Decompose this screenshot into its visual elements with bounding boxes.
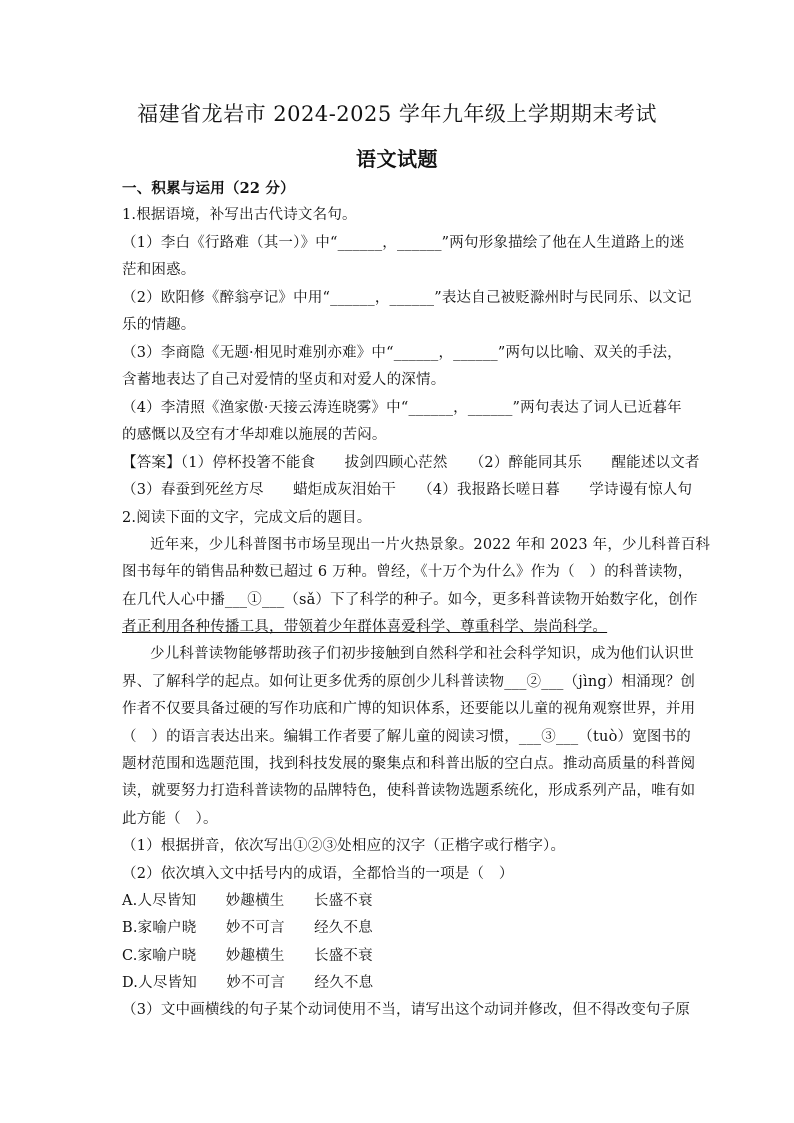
option-c: C.家喻户晓 妙趣横生 长盛不衰 bbox=[122, 948, 373, 964]
question-line: （3）文中画横线的句子某个动词使用不当，请写出这个动词并修改，但不得改变句子原 bbox=[122, 1002, 691, 1018]
passage-line: 读，就要努力打造科普读物的品牌特色，使科普读物选题系统化，形成系列产品，唯有如 bbox=[122, 783, 696, 799]
question-line: 乐的情趣。 bbox=[122, 317, 196, 333]
section-heading: 一、积累与运用（22 分） bbox=[122, 180, 295, 197]
question-line: （2）欧阳修《醉翁亭记》中用“______，______”表达自己被贬滁州时与民同乐、以文记 bbox=[122, 290, 692, 306]
passage-line: 少儿科普读物能够帮助孩子们初步接触到自然科学和社会科学知识，成为他们认识世 bbox=[150, 646, 694, 662]
question-line: 含蓄地表达了自己对爱情的坚贞和对爱人的深情。 bbox=[122, 372, 446, 388]
passage-line: 此方能（ ）。 bbox=[122, 811, 218, 827]
exam-subtitle: 语文试题 bbox=[356, 147, 438, 171]
passage-line: 题材范围和选题范围，找到科技发展的聚集点和科普出版的空白点。推动高质量的科普阅 bbox=[122, 756, 696, 772]
answer-line: 【答案】（1）停杯投箸不能食 拔剑四顾心茫然 （2）醉能同其乐 醒能述以文者 bbox=[122, 455, 700, 471]
passage-line: 在几代人心中播___①___（sǎ）下了科学的种子。如今，更多科普读物开始数字化，创作 bbox=[122, 592, 698, 608]
question-line: （1）根据拼音，依次写出①②③处相应的汉字（正楷字或行楷字）。 bbox=[122, 838, 566, 854]
passage-line-underlined: 者正利用各种传播工具，带领着少年群体喜爱科学、尊重科学、崇尚科学。 bbox=[122, 619, 608, 635]
passage-line: （ ）的语言表达出来。编辑工作者要了解儿童的阅读习惯，___③___（tuò）宽图书的 bbox=[122, 729, 691, 745]
answer-line: （3）春蚕到死丝方尽 蜡炬成灰泪始干 （4）我报路长嗟日暮 学诗谩有惊人句 bbox=[122, 482, 693, 498]
passage-line: 界、了解科学的起点。如何让更多优秀的原创少儿科普读物___②___（jìng）相涌现？创 bbox=[122, 674, 696, 690]
option-a: A.人尽皆知 妙趣横生 长盛不衰 bbox=[122, 893, 373, 909]
question-line: 2.阅读下面的文字，完成文后的题目。 bbox=[122, 510, 372, 526]
question-line: 1.根据语境，补写出古代诗文名句。 bbox=[122, 207, 357, 223]
option-b: B.家喻户晓 妙不可言 经久不息 bbox=[122, 920, 373, 936]
passage-line: 近年来，少儿科普图书市场呈现出一片火热景象。2022 年和 2023 年，少儿科普百科 bbox=[150, 537, 711, 553]
question-line: （2）依次填入文中括号内的成语，全都恰当的一项是（ ） bbox=[122, 866, 514, 882]
question-line: 的感慨以及空有才华却难以施展的苦闷。 bbox=[122, 427, 387, 443]
question-line: （4）李清照《渔家傲·天接云涛连晓雾》中“______，______”两句表达了词人已近暮年 bbox=[122, 400, 682, 416]
question-line: （1）李白《行路难（其一）》中“______，______”两句形象描绘了他在人生道路上的迷 bbox=[122, 235, 685, 251]
passage-line: 图书每年的销售品种数已超过 6 万种。曾经，《十万个为什么》作为（ ）的科普读物， bbox=[122, 564, 693, 580]
exam-title: 福建省龙岩市 2024-2025 学年九年级上学期期末考试 bbox=[137, 102, 657, 126]
passage-line: 作者不仅要具备过硬的写作功底和广博的知识体系，还要能以儿童的视角观察世界，并用 bbox=[122, 701, 696, 717]
option-d: D.人尽皆知 妙不可言 经久不息 bbox=[122, 975, 374, 991]
question-line: 茫和困惑。 bbox=[122, 262, 196, 278]
question-line: （3）李商隐《无题·相见时难别亦难》中“______，______”两句以比喻、双关的手法， bbox=[122, 345, 682, 361]
